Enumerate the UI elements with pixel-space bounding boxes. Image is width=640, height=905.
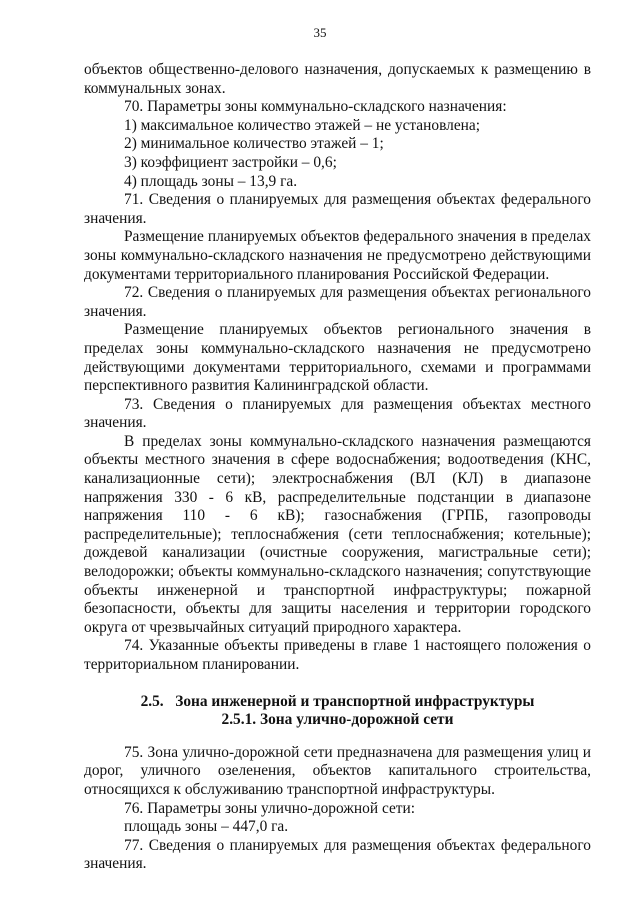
list-item: площадь зоны – 447,0 га. <box>124 818 289 836</box>
subsection-heading: 2.5.1. Зона улично-дорожной сети <box>221 711 454 729</box>
paragraph: объектов общественно-делового назначения, допускаемых к размещению в коммунальных зонах. <box>84 61 591 97</box>
paragraph: 75. Зона улично-дорожной сети предназначена для размещения улиц и дорог, уличного озеленения, объектов капитального строительства, относящихся к обслуживанию транспортной инфраструктуры. <box>84 743 591 798</box>
paragraph: 74. Указанные объекты приведены в главе 1 настоящего положения о территориальном планировании. <box>84 637 591 673</box>
paragraph: Размещение планируемых объектов федерального значения в пределах зоны коммунально-складского назначения не предусмотрено действующими документами территориального планирования Российской Федерации. <box>84 228 591 283</box>
paragraph: В пределах зоны коммунально-складского назначения размещаются объекты местного значения в сфере водоснабжения; водоотведения (КНС, канализационные сети); электроснабжения (ВЛ (КЛ) в диапазоне напряжения 330 - 6 кВ, распределительные подстанции в диапазоне напряжения 110 - 6 кВ); газоснабжения (ГРПБ, газопроводы распределительные); теплоснабжения (сети теплоснабжения; котельные); дождевой канализации (очистные сооружения, магистральные сети); велодорожки; объекты коммунально-складского назначения; сопутствующие объекты инженерной и транспортной инфраструктуры; пожарной безопасности, объекты для защиты населения и территории городского округа от чрезвычайных ситуаций природного характера. <box>84 432 591 636</box>
list-item: 4) площадь зоны – 13,9 га. <box>124 172 298 190</box>
list-item: 1) максимальное количество этажей – не установлена; <box>124 116 480 134</box>
paragraph: 77. Сведения о планируемых для размещения объектах федерального значения. <box>84 836 591 873</box>
paragraph: Размещение планируемых объектов регионального значения в пределах зоны коммунально-складского назначения не предусмотрено действующими документами территориального, схемами и программами перспективного развития Калининградской области. <box>84 321 591 395</box>
paragraph: 72. Сведения о планируемых для размещения объектах регионального значения. <box>84 284 591 320</box>
list-item: 3) коэффициент застройки – 0,6; <box>124 153 337 171</box>
section-heading: 2.5. Зона инженерной и транспортной инфраструктуры <box>140 692 535 710</box>
paragraph: 70. Параметры зоны коммунально-складского назначения: <box>124 98 507 116</box>
body-text <box>84 61 591 874</box>
page-number: 35 <box>313 25 327 40</box>
paragraph: 71. Сведения о планируемых для размещения объектах федерального значения. <box>84 191 591 227</box>
list-item: 2) минимальное количество этажей – 1; <box>124 135 384 153</box>
paragraph: 73. Сведения о планируемых для размещения объектах местного значения. <box>84 395 591 432</box>
paragraph: 76. Параметры зоны улично-дорожной сети: <box>124 799 416 817</box>
